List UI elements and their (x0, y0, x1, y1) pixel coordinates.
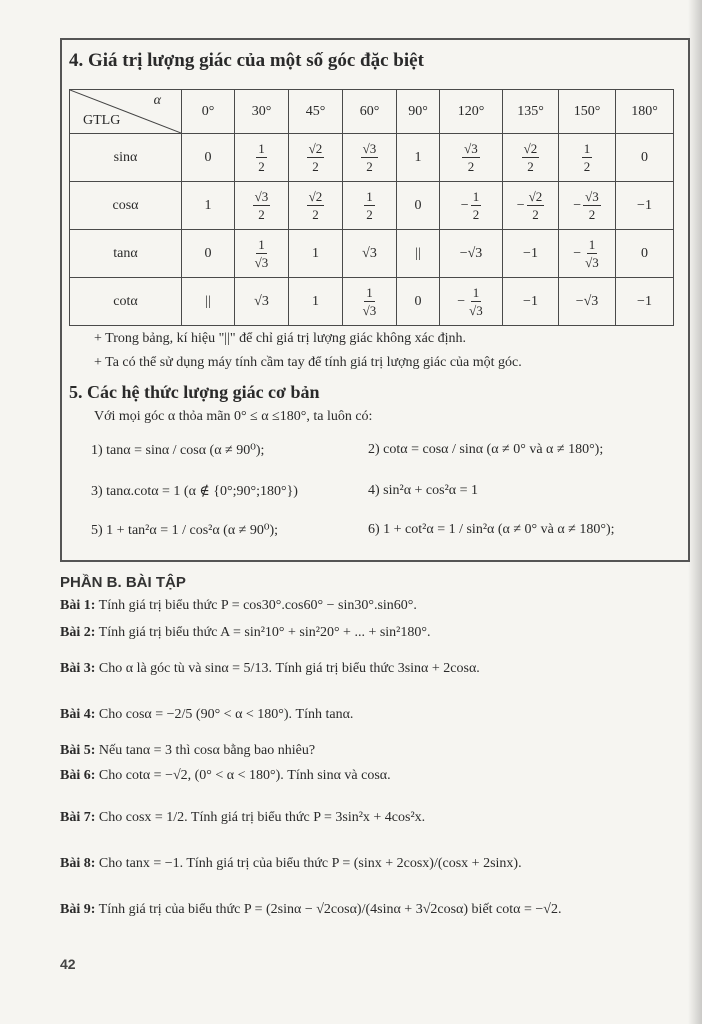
exercise-text: Cho tanx = −1. Tính giá trị của biểu thức P = (sinx + 2cosx)/(cosx + 2sinx). (98, 856, 522, 871)
value-cell: 0 (616, 134, 674, 182)
value-cell: − $\frac{1}{2}$ (440, 182, 503, 230)
table-corner (70, 90, 182, 134)
value-cell: $\frac{√3}{2}$ (440, 134, 503, 182)
table-row (70, 230, 674, 278)
value-cell: 1 (289, 230, 343, 278)
exercise-text: Tính giá trị biểu thức A = sin²10° + sin²20° + ... + sin²180°. (98, 625, 431, 640)
value-cell: 1 (397, 134, 440, 182)
value-cell: $\frac{1}{√3}$ (235, 230, 289, 278)
exercise (60, 625, 430, 641)
exercise (60, 598, 417, 614)
value-cell: $\frac{√2}{2}$ (289, 182, 343, 230)
row-label: cotα (70, 278, 182, 326)
value-cell: $\frac{1}{√3}$ (343, 278, 397, 326)
value-cell: $\frac{1}{2}$ (235, 134, 289, 182)
exercise (60, 768, 391, 784)
section-5-intro: Với mọi góc α thỏa mãn 0° ≤ α ≤180°, ta luôn có: (94, 409, 373, 424)
value-cell: || (182, 278, 235, 326)
exercise-label: Bài 4: (60, 707, 96, 722)
value-cell: 1 (289, 278, 343, 326)
exercise (60, 743, 315, 759)
value-cell: 0 (397, 278, 440, 326)
value-cell: $\frac{√3}{2}$ (343, 134, 397, 182)
exercise-label: Bài 8: (60, 856, 96, 871)
angle-header: 150° (559, 90, 616, 134)
value-cell: −1 (616, 182, 674, 230)
value-cell: √3 (235, 278, 289, 326)
value-cell: $\frac{√2}{2}$ (503, 134, 559, 182)
exercise-text: Tính giá trị biểu thức P = cos30°.cos60° − sin30°.sin60°. (98, 598, 417, 613)
angle-header: 0° (182, 90, 235, 134)
angle-header: 30° (235, 90, 289, 134)
table-row (70, 278, 674, 326)
row-label: sinα (70, 134, 182, 182)
exercise (60, 810, 425, 826)
value-cell: $\frac{√2}{2}$ (289, 134, 343, 182)
value-cell: 0 (397, 182, 440, 230)
exercise-label: Bài 2: (60, 625, 96, 640)
value-cell: 0 (182, 134, 235, 182)
value-cell: −1 (503, 230, 559, 278)
trig-values-table (69, 89, 674, 326)
exercise-text: Cho α là góc tù và sinα = 5/13. Tính giá trị biểu thức 3sinα + 2cosα. (98, 661, 480, 676)
formula-1: 1) tanα = sinα / cosα (α ≠ 90⁰); (91, 443, 265, 458)
value-cell: 0 (616, 230, 674, 278)
row-label: cosα (70, 182, 182, 230)
exercise-label: Bài 6: (60, 768, 96, 783)
exercise-label: Bài 1: (60, 598, 96, 613)
note-undefined: + Trong bảng, kí hiệu "||" để chỉ giá trị lượng giác không xác định. (94, 331, 466, 346)
formula-6: 6) 1 + cot²α = 1 / sin²α (α ≠ 0° và α ≠ 180°); (368, 522, 615, 537)
angle-header: 45° (289, 90, 343, 134)
value-cell: $\frac{1}{2}$ (343, 182, 397, 230)
exercise-label: Bài 9: (60, 902, 96, 917)
value-cell: −1 (616, 278, 674, 326)
angle-header: 60° (343, 90, 397, 134)
value-cell: −1 (503, 278, 559, 326)
value-cell: $\frac{√3}{2}$ (235, 182, 289, 230)
exercise-text: Cho cosα = −2/5 (90° < α < 180°). Tính tanα. (98, 707, 354, 722)
exercise-label: Bài 5: (60, 743, 96, 758)
exercise-label: Bài 7: (60, 810, 96, 825)
part-b-title: PHẦN B. BÀI TẬP (60, 574, 186, 591)
corner-alpha: α (153, 93, 161, 108)
value-cell: || (397, 230, 440, 278)
exercise-label: Bài 3: (60, 661, 96, 676)
table-row (70, 134, 674, 182)
value-cell: − $\frac{1}{√3}$ (559, 230, 616, 278)
value-cell: − $\frac{√3}{2}$ (559, 182, 616, 230)
value-cell: $\frac{1}{2}$ (559, 134, 616, 182)
corner-gtlg: GTLG (83, 113, 121, 128)
angle-header: 120° (440, 90, 503, 134)
value-cell: 0 (182, 230, 235, 278)
angle-header: 180° (616, 90, 674, 134)
value-cell: √3 (343, 230, 397, 278)
value-cell: −√3 (559, 278, 616, 326)
exercise (60, 661, 480, 677)
page-number: 42 (60, 956, 76, 972)
value-cell: − $\frac{1}{√3}$ (440, 278, 503, 326)
table-row (70, 182, 674, 230)
formula-4: 4) sin²α + cos²α = 1 (368, 483, 479, 498)
value-cell: 1 (182, 182, 235, 230)
exercise-text: Tính giá trị của biểu thức P = (2sinα − √2cosα)/(4sinα + 3√2cosα) biết cotα = −√2. (98, 902, 562, 917)
row-label: tanα (70, 230, 182, 278)
page-edge-shadow (688, 0, 702, 1024)
exercise (60, 902, 561, 918)
section-4-title: 4. Giá trị lượng giác của một số góc đặc biệt (69, 50, 424, 71)
value-cell: −√3 (440, 230, 503, 278)
formula-2: 2) cotα = cosα / sinα (α ≠ 0° và α ≠ 180°); (368, 442, 604, 457)
formula-3: 3) tanα.cotα = 1 (α ∉ {0°;90°;180°}) (91, 484, 298, 499)
value-cell: − $\frac{√2}{2}$ (503, 182, 559, 230)
note-calculator: + Ta có thể sử dụng máy tính cầm tay để tính giá trị lượng giác của một góc. (94, 355, 522, 370)
angle-header: 135° (503, 90, 559, 134)
exercise-text: Cho cotα = −√2, (0° < α < 180°). Tính sinα và cosα. (98, 768, 391, 783)
section-5-title: 5. Các hệ thức lượng giác cơ bản (69, 382, 320, 402)
exercise (60, 707, 353, 723)
exercise-text: Nếu tanα = 3 thì cosα bằng bao nhiêu? (98, 743, 316, 758)
exercise (60, 856, 522, 872)
angle-header: 90° (397, 90, 440, 134)
exercise-text: Cho cosx = 1/2. Tính giá trị biểu thức P = 3sin²x + 4cos²x. (98, 810, 426, 825)
formula-5: 5) 1 + tan²α = 1 / cos²α (α ≠ 90⁰); (91, 523, 279, 538)
